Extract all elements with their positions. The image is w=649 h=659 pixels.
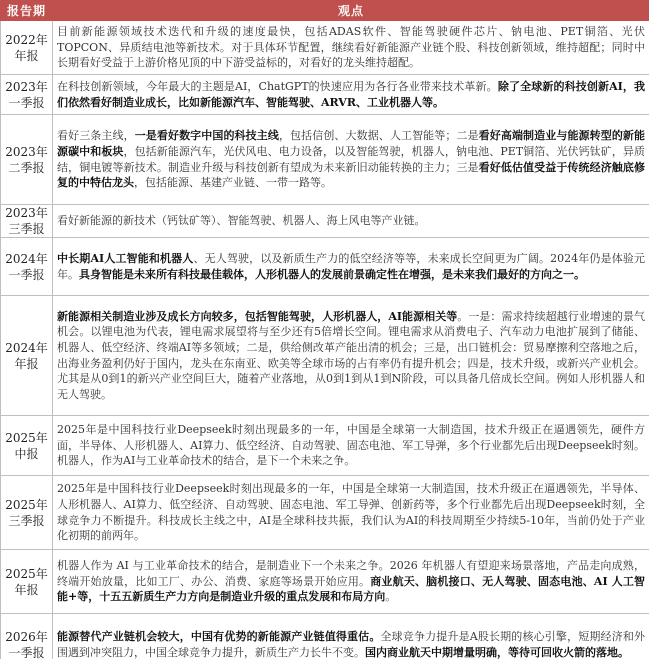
table-row xyxy=(1,614,649,659)
highlighted-view-text: 新能源相关制造业涉及成长方向较多，包括智能驾驶，人形机器人，AI能源相关等 xyxy=(57,309,458,323)
view-text-cell xyxy=(53,614,649,659)
table-row xyxy=(1,75,649,115)
highlighted-view-text: 一是看好数字中国的科技主线 xyxy=(134,129,279,143)
view-text: ，包括信创、大数据、人工智能等；二是 xyxy=(278,129,479,143)
highlighted-view-text: 能源替代产业链机会较大，中国有优势的新能源产业链值得重估。 xyxy=(57,629,381,643)
table-row xyxy=(1,238,649,296)
view-text: 看好三条主线， xyxy=(57,129,135,143)
view-text-cell xyxy=(53,238,649,296)
view-text: 。一是：需求持续超越行业增速的景气机会。以锂电池为代表，锂电需求展望将与至少还有5倍增长空间。锂电需求从消费电子、汽车动力电池扩展到了储能、机器人、低空经济、终端AI等多领域；二是，供给侧改革产能出清的机会；三是，出口链机会：贸易摩擦利空落地之后，出海业务盈利仍好于国内，龙头在东南亚、欧美等全球市场的占有率仍有提升机会；四是，技术升级，或新兴产业机会。尤其是从0到1的新兴产业空间巨大，随着产业落地，从0到1到从1到N阶段，可以具备几倍成长空间。例如人形机器人和无人驾驶。 xyxy=(57,309,645,401)
report-period-cell: 2025年年报 xyxy=(1,550,53,614)
view-text: 全球竞争力提升是A股长期的核心引擎，短期经济和外围遇到冲突阻力，中国全球竞争力提升，新质生产力长牛不变。 xyxy=(57,629,646,659)
table-row xyxy=(1,205,649,238)
view-text-cell xyxy=(53,550,649,614)
highlighted-view-text: 商业航天、脑机接口、无人驾驶、固态电池、AI 人工智能+等，十五五新质生产力方向是制造业升级的重点发展和布局方向 xyxy=(57,574,646,604)
report-period-cell: 2022年年报 xyxy=(1,21,53,75)
view-column-header: 观点 xyxy=(53,1,649,21)
highlighted-view-text: 除了全球新的科技创新AI，我们依然看好制造业成长，比如新能源汽车、智能驾驶、ARVR、工业机器人等。 xyxy=(57,79,645,109)
view-text: 2025年是中国科技行业Deepseek时刻出现最多的一年，中国是全球第一大制造国，技术升级正在逼遇领先，硬件方面，半导体、人形机器人、AI算力、低空经济、自动驾驶、固态电池、军工导弹，多个行业都先后出现Deepseek时刻。机器人，作为AI与工业革命技术的结合，是下一个未来之争。 xyxy=(57,423,645,468)
highlighted-view-text: 中长期AI人工智能和机器人 xyxy=(57,251,194,265)
report-period-cell: 2024年一季报 xyxy=(1,238,53,296)
report-period-cell: 2023年三季报 xyxy=(1,205,53,238)
table-row xyxy=(1,115,649,205)
highlighted-view-text: 看好低估值受益于传统经济触底修复的中特估龙头 xyxy=(57,160,646,190)
view-text: ，包括能源、基建产业链、一带一路等。 xyxy=(134,176,332,190)
view-text: 、无人驾驶，以及新质生产力的低空经济等等，未来成长空间更为广阔。2024年仍是体验元年。 xyxy=(57,251,645,281)
table-row xyxy=(1,21,649,75)
table-row xyxy=(1,550,649,614)
view-text-cell xyxy=(53,21,649,75)
view-text: 。 xyxy=(385,590,397,604)
view-text: 在科技创新领域，今年最大的主题是AI，ChatGPT的快速应用为各行各业带来技术革新。 xyxy=(57,79,498,93)
view-text-cell xyxy=(53,476,649,550)
view-text: 2025年是中国科技行业Deepseek时刻出现最多的一年，中国是全球第一大制造国，技术升级正在逼遇领先，半导体、人形机器人、AI算力、低空经济、自动驾驶、固态电池、军工导弹、创新药等，多个行业都先后出现Deepseek时刻，全球竞争力不断提升。科技成长主线之中，AI是全球科技共振，我们认为AI的科技周期至少持续5-10年，当前仍处于产业化初期的前两年。 xyxy=(57,482,645,543)
table-header-row xyxy=(1,1,649,21)
report-period-cell: 2026年一季报 xyxy=(1,614,53,659)
highlighted-view-text: 看好高端制造业与能源转型的新能源碳中和板块 xyxy=(57,129,646,158)
view-text: ，包括新能源汽车，光伏风电、电力设备，以及智能驾驶，机器人，钠电池、PET铜箔、光伏钙钛矿，异质结，铜电镀等新技术。制造业升级与科技创新有望成为未来新旧动能转换的主力；三是 xyxy=(57,144,646,174)
period-column-header: 报告期 xyxy=(1,1,53,21)
view-text-cell xyxy=(53,296,649,416)
table-row xyxy=(1,416,649,476)
view-text-cell xyxy=(53,115,649,205)
highlighted-view-text: 具身智能是未来所有科技最佳载体，人形机器人的发展前景确定性在增强，是未来我们最好的方向之一。 xyxy=(79,267,585,281)
table-row xyxy=(1,476,649,550)
table-row xyxy=(1,296,649,416)
table-body xyxy=(1,21,649,659)
view-text-cell xyxy=(53,205,649,238)
highlighted-view-text: 国内商业航天中期增量明确，等待可回收火箭的落地。 xyxy=(365,645,629,659)
report-period-cell: 2025年三季报 xyxy=(1,476,53,550)
view-text: 目前新能源领域技术迭代和升级的速度最快，包括ADAS软件、智能驾驶硬件芯片、钠电池、PET铜箔、光伏TOPCON、异质结电池等新技术。对于具体环节配置，继续看好新能源产业链个股、科技创新领域，维持超配；同时中长期看好受益于上游价格见顶的中下游受益标的，对看好的龙头维持超配。 xyxy=(57,25,645,70)
view-text-cell xyxy=(53,416,649,476)
view-text-cell xyxy=(53,75,649,115)
report-period-cell: 2023年二季报 xyxy=(1,115,53,205)
report-period-cell: 2024年年报 xyxy=(1,296,53,416)
view-text: 看好新能源的新技术（钙钛矿等）、智能驾驶、机器人、海上风电等产业链。 xyxy=(57,214,426,228)
view-text: 机器人作为 AI 与工业革命技术的结合，是制造业下一个未来之争。2026 年机器人有望迎来场景落地，产品走向成熟，终端开始放量，比如工厂、办公、消费、家庭等场景开始应用。 xyxy=(57,559,645,588)
report-period-cell: 2023年一季报 xyxy=(1,75,53,115)
report-period-cell: 2025年中报 xyxy=(1,416,53,476)
